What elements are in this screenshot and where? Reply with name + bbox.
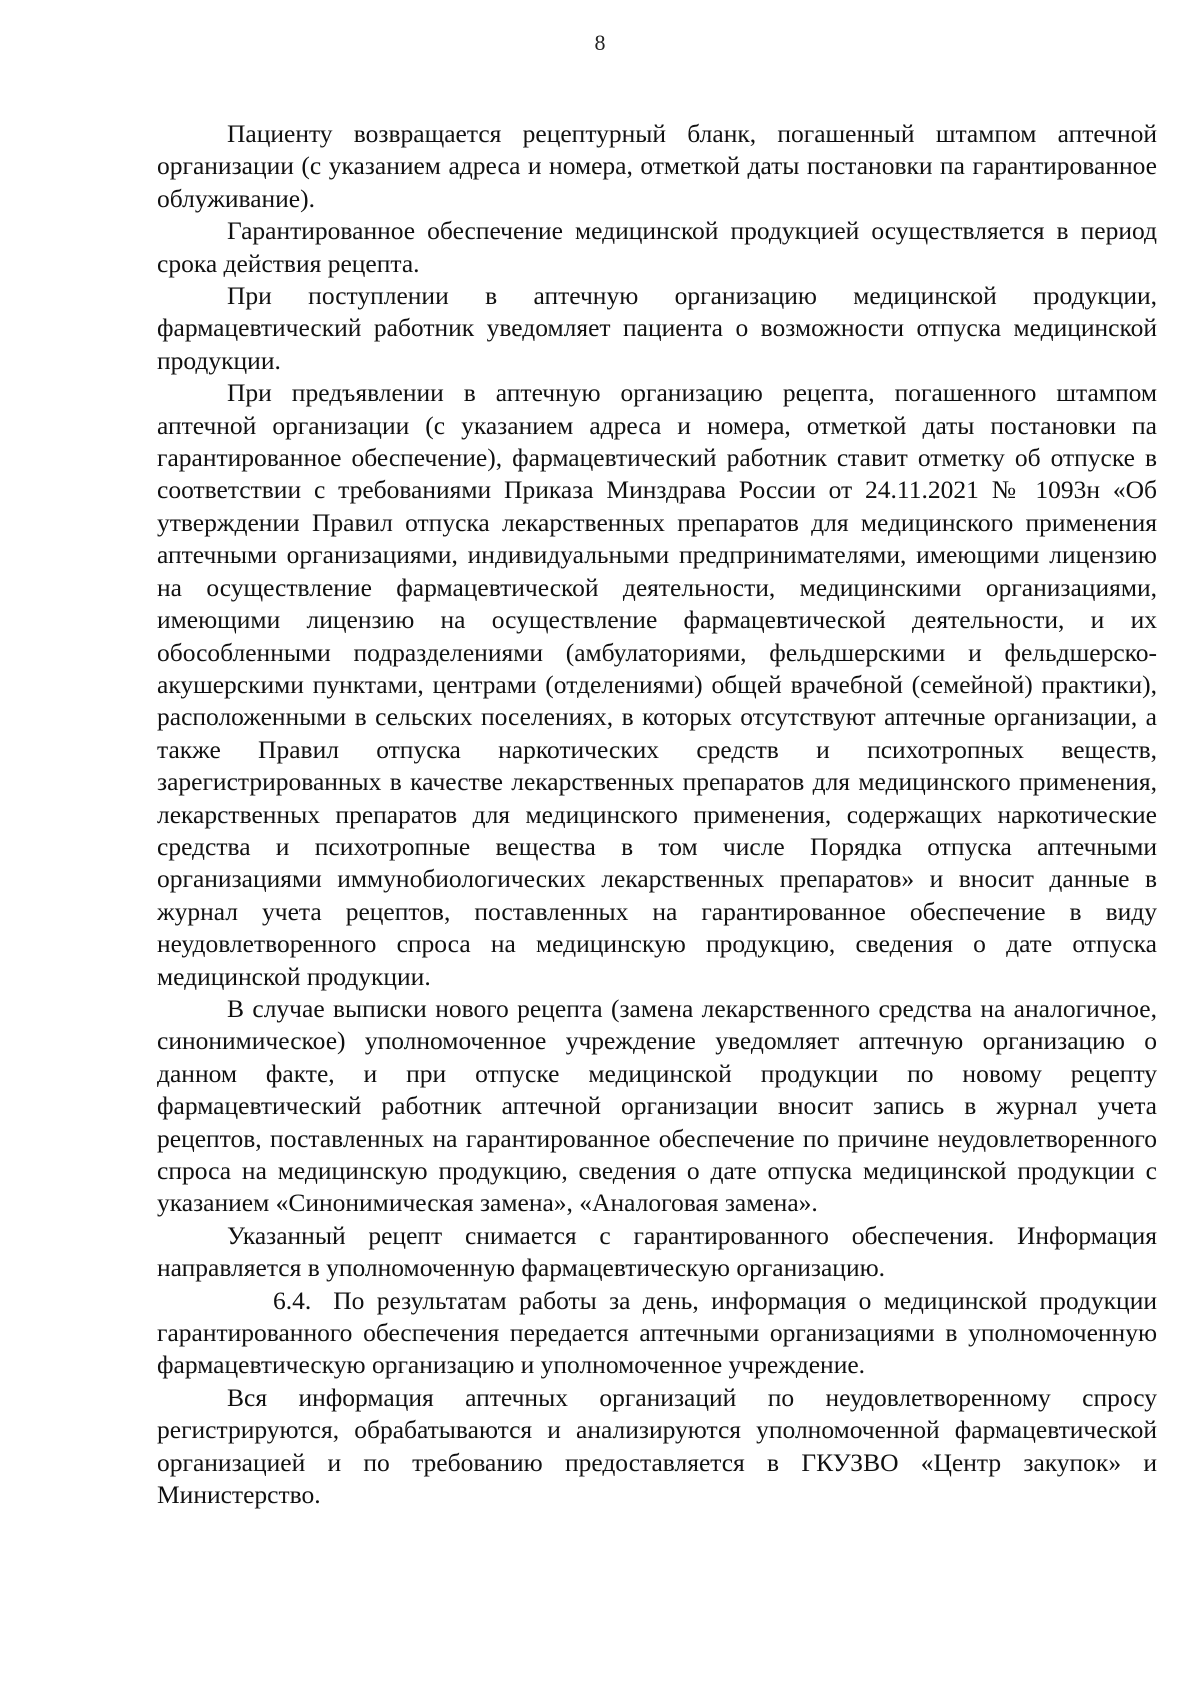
section-number-label: 6.4. xyxy=(273,1285,312,1315)
document-body xyxy=(157,118,1157,1511)
paragraph-unsatisfied-demand-info: Вся информация аптечных организаций по неудовлетворенному спросу регистрируются, обрабатываются и анализируются уполномоченной фармацевтической организацией и по требованию предоставляется в ГКУЗВО «Центр закупок» и Министерство. xyxy=(157,1382,1157,1510)
paragraph-patient-return: Пациенту возвращается рецептурный бланк, погашенный штампом аптечной организации (с указанием адреса и номера, отметкой даты постановки па гарантированное облуживание). xyxy=(157,119,1157,213)
section-6-4-text: По результатам работы за день, информация о медицинской продукции гарантированного обеспечения передается аптечными организациями в уполномоченную фармацевтическую организацию и уполномоченное учреждение. xyxy=(157,1285,1157,1380)
page-number: 8 xyxy=(594,30,606,55)
paragraph-guaranteed-supply-period: Гарантированное обеспечение медицинской продукцией осуществляется в период срока действия рецепта. xyxy=(157,216,1157,278)
paragraph-new-prescription: В случае выписки нового рецепта (замена лекарственного средства на аналогичное, синонимическое) уполномоченное учреждение уведомляет аптечную организацию о данном факте, и при отпуске медицинской продукции по новому рецепту фармацевтический работник аптечной организации вносит запись в журнал учета рецептов, поставленных на гарантированное обеспечение по причине неудовлетворенного спроса на медицинскую продукцию, сведения о дате отпуска медицинской продукции с указанием «Синонимическая замена», «Аналоговая замена». xyxy=(157,993,1157,1218)
paragraph-receipt-notification: При поступлении в аптечную организацию медицинской продукции, фармацевтический работник уведомляет пациента о возможности отпуска медицинской продукции. xyxy=(157,281,1157,375)
paragraph-6-4 xyxy=(157,1285,1157,1382)
paragraph-prescription-removal: Указанный рецепт снимается с гарантированного обеспечения. Информация направляется в уполномоченную фармацевтическую организацию. xyxy=(157,1220,1157,1283)
paragraph-prescription-presentation: При предъявлении в аптечную организацию рецепта, погашенного штампом аптечной организации (с указанием адреса и номера, отметкой даты постановки па гарантированное обеспечение), фармацевтический работник ставит отметку об отпуске в соответствии с требованиями Приказа Минздрава России от 24.11.2021 № 1093н «Об утверждении Правил отпуска лекарственных препаратов для медицинского применения аптечными организациями, индивидуальными предпринимателями, имеющими лицензию на осуществление фармацевтической деятельности, медицинскими организациями, имеющими лицензию на осуществление фармацевтической деятельности, и их обособленными подразделениями (амбулаториями, фельдшерскими и фельдшерско-акушерскими пунктами, центрами (отделениями) общей врачебной (семейной) практики), расположенными в сельских поселениях, в которых отсутствуют аптечные организации, а также Правил отпуска наркотических средств и психотропных веществ, зарегистрированных в качестве лекарственных препаратов для медицинского применения, лекарственных препаратов для медицинского применения, содержащих наркотические средства и психотропные вещества в том числе Порядка отпуска аптечными организациями иммунобиологических лекарственных препаратов» и вносит данные в журнал учета рецептов, поставленных на гарантированное обеспечение в виду неудовлетворенного спроса на медицинскую продукцию, сведения о дате отпуска медицинской продукции. xyxy=(157,378,1157,991)
